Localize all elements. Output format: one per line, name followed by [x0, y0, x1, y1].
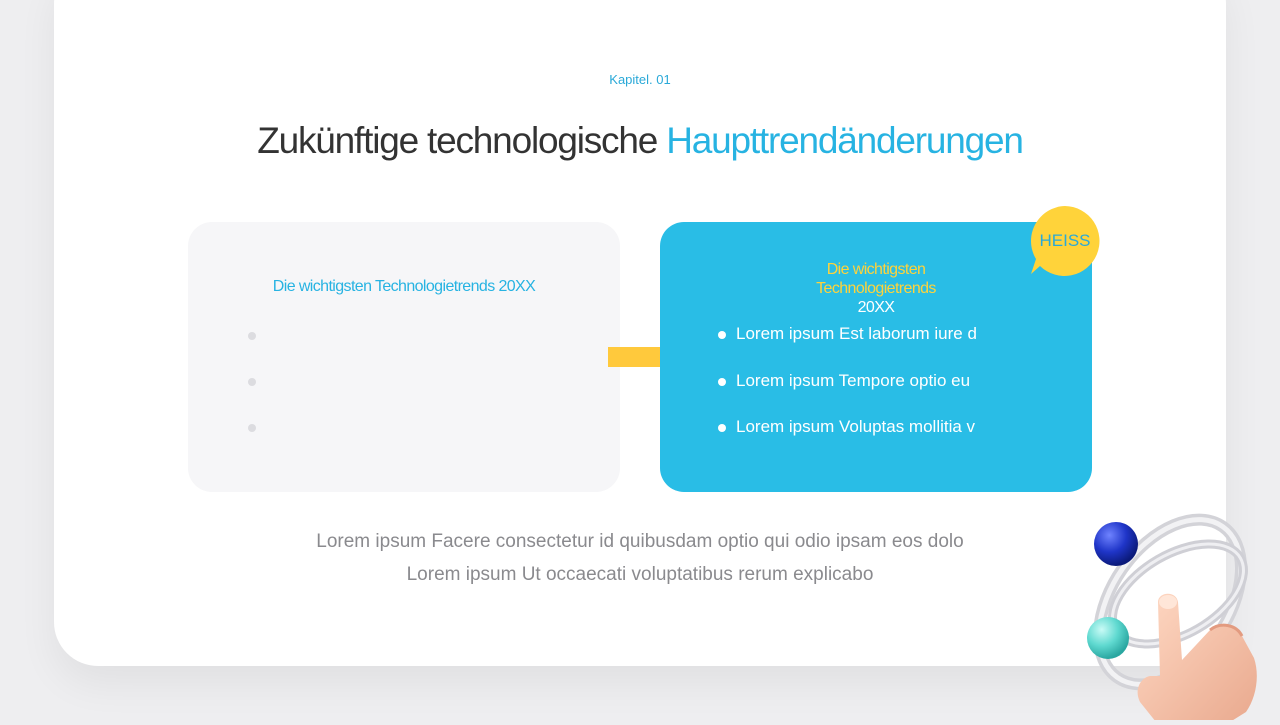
left-bullet-1 [248, 328, 548, 346]
atom-hand-illustration [1060, 490, 1280, 720]
current-trends-heading: Die wichtigsten Technologietrends 20XX [272, 278, 536, 295]
footer-text-line1: Lorem ipsum Facere consectetur id quibusdam optio qui odio ipsam eos dolo [316, 531, 964, 552]
right-bullet-text-2: Lorem ipsum Tempore optio eu [736, 371, 971, 390]
hot-badge [1028, 204, 1102, 278]
bullet-dot [718, 331, 726, 339]
bullet-dot [248, 332, 256, 340]
page-title [0, 120, 1280, 162]
title-accent: Haupttrendänderungen [666, 120, 1023, 161]
left-bullet-3 [248, 420, 548, 438]
current-trends-box [188, 222, 620, 492]
bullet-dot [718, 424, 726, 432]
bullet-dot [248, 424, 256, 432]
right-bullet-1 [718, 323, 1078, 345]
future-heading-line1: Die wichtigsten [826, 261, 926, 278]
right-bullet-2 [718, 370, 1078, 392]
bullet-dot [248, 378, 256, 386]
footer-text-line2: Lorem ipsum Ut occaecati voluptatibus rerum explicabo [406, 564, 874, 585]
right-bullet-text-1: Lorem ipsum Est laborum iure d [736, 324, 977, 343]
right-bullet-text-3: Lorem ipsum Voluptas mollitia v [736, 417, 976, 436]
future-heading-line2: Technologietrends [816, 280, 936, 297]
hot-badge-label: HEISS [1039, 231, 1091, 250]
bullet-dot [718, 378, 726, 386]
right-bullet-3 [718, 416, 1078, 438]
chapter-label: Kapitel. 01 [609, 72, 671, 87]
future-heading-line3: 20XX [857, 299, 895, 316]
left-bullet-2 [248, 374, 548, 392]
title-main: Zukünftige technologische [257, 120, 667, 161]
